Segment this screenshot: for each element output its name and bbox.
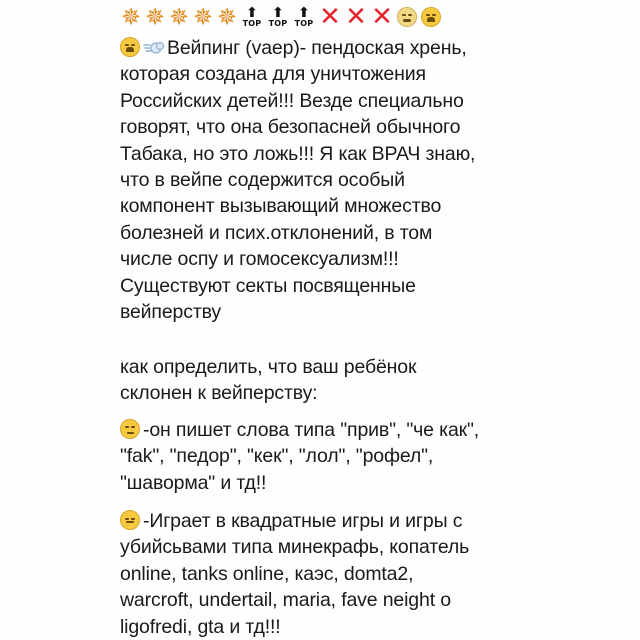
text-line: "fak", "педор", "кек", "лол", "рофел", — [120, 445, 434, 468]
text-line: которая создана для уничтожения — [120, 63, 426, 86]
anger-symbol-icon: ✵ — [192, 3, 214, 31]
dash-cloud-icon — [143, 39, 165, 57]
top-word: TOP — [294, 18, 314, 28]
cross-mark-icon: ✕ — [371, 2, 393, 32]
text-line: склонен к вейперству: — [120, 382, 318, 405]
text-line: числе оспу и гомосексуализм!!! — [120, 248, 399, 271]
header-emoji-row — [120, 2, 442, 32]
text-line — [120, 35, 630, 61]
relieved-face-icon — [396, 6, 418, 28]
steam-nose-face-icon — [120, 419, 140, 439]
tired-face-icon — [420, 6, 442, 28]
text-line: warcroft, undertail, maria, fave neight o — [120, 589, 451, 612]
top-arrow-glyph: ⬆ — [298, 4, 310, 21]
cross-mark-icon: ✕ — [345, 2, 367, 32]
text-line: компонент вызывающий множество — [120, 195, 442, 218]
anger-symbol-icon: ✵ — [144, 3, 166, 31]
top-arrow-icon — [292, 4, 316, 30]
text-line — [120, 417, 630, 443]
text-line: что в вейпе содержится особый — [120, 168, 405, 191]
top-arrow-glyph: ⬆ — [246, 4, 258, 21]
expressionless-face-icon — [120, 510, 140, 530]
cross-mark-icon: ✕ — [319, 2, 341, 32]
top-arrow-icon — [240, 4, 264, 30]
anger-symbol-icon: ✵ — [120, 3, 142, 31]
text-line — [120, 508, 630, 534]
paragraph-how-to-detect — [120, 354, 630, 407]
text-line: убийсьвами типа минекрафь, копатель — [120, 536, 470, 559]
text-line: Российских детей!!! Везде специально — [120, 89, 464, 112]
top-word: TOP — [242, 18, 262, 28]
anger-symbol-icon: ✵ — [168, 3, 190, 31]
text-line: как определить, что ваш ребёнок — [120, 356, 417, 378]
text-line: говорят, что она безопасней обычного — [120, 116, 461, 139]
text-line: "шаворма" и тд!! — [120, 471, 267, 494]
text-line: ligofredi, gta и тд!!! — [120, 615, 281, 638]
text-line: Существуют секты посвященные — [120, 274, 416, 297]
text-line: вейперству — [120, 300, 221, 323]
text-line: Табака, но это ложь!!! Я как ВРАЧ знаю, — [120, 142, 476, 165]
top-arrow-glyph: ⬆ — [272, 4, 284, 21]
top-arrow-icon — [266, 4, 290, 30]
text-line: болезней и псих.отклонений, в том — [120, 221, 433, 244]
text-line-content: Вейпинг (vaep)- пендоская хрень, — [167, 37, 467, 59]
text-line-content: -он пишет слова типа "прив", "че как", — [143, 419, 480, 441]
anger-symbol-icon: ✵ — [216, 3, 238, 31]
paragraph-words-sign — [120, 417, 630, 496]
paragraph-games-sign — [120, 508, 630, 640]
text-line: online, tanks online, каэс, domta2, — [120, 562, 414, 585]
top-word: TOP — [268, 18, 288, 28]
text-line-content: -Играет в квадратные игры и игры с — [143, 510, 463, 532]
tired-face-icon — [120, 37, 140, 57]
paragraph-vaping-claim — [120, 35, 630, 325]
